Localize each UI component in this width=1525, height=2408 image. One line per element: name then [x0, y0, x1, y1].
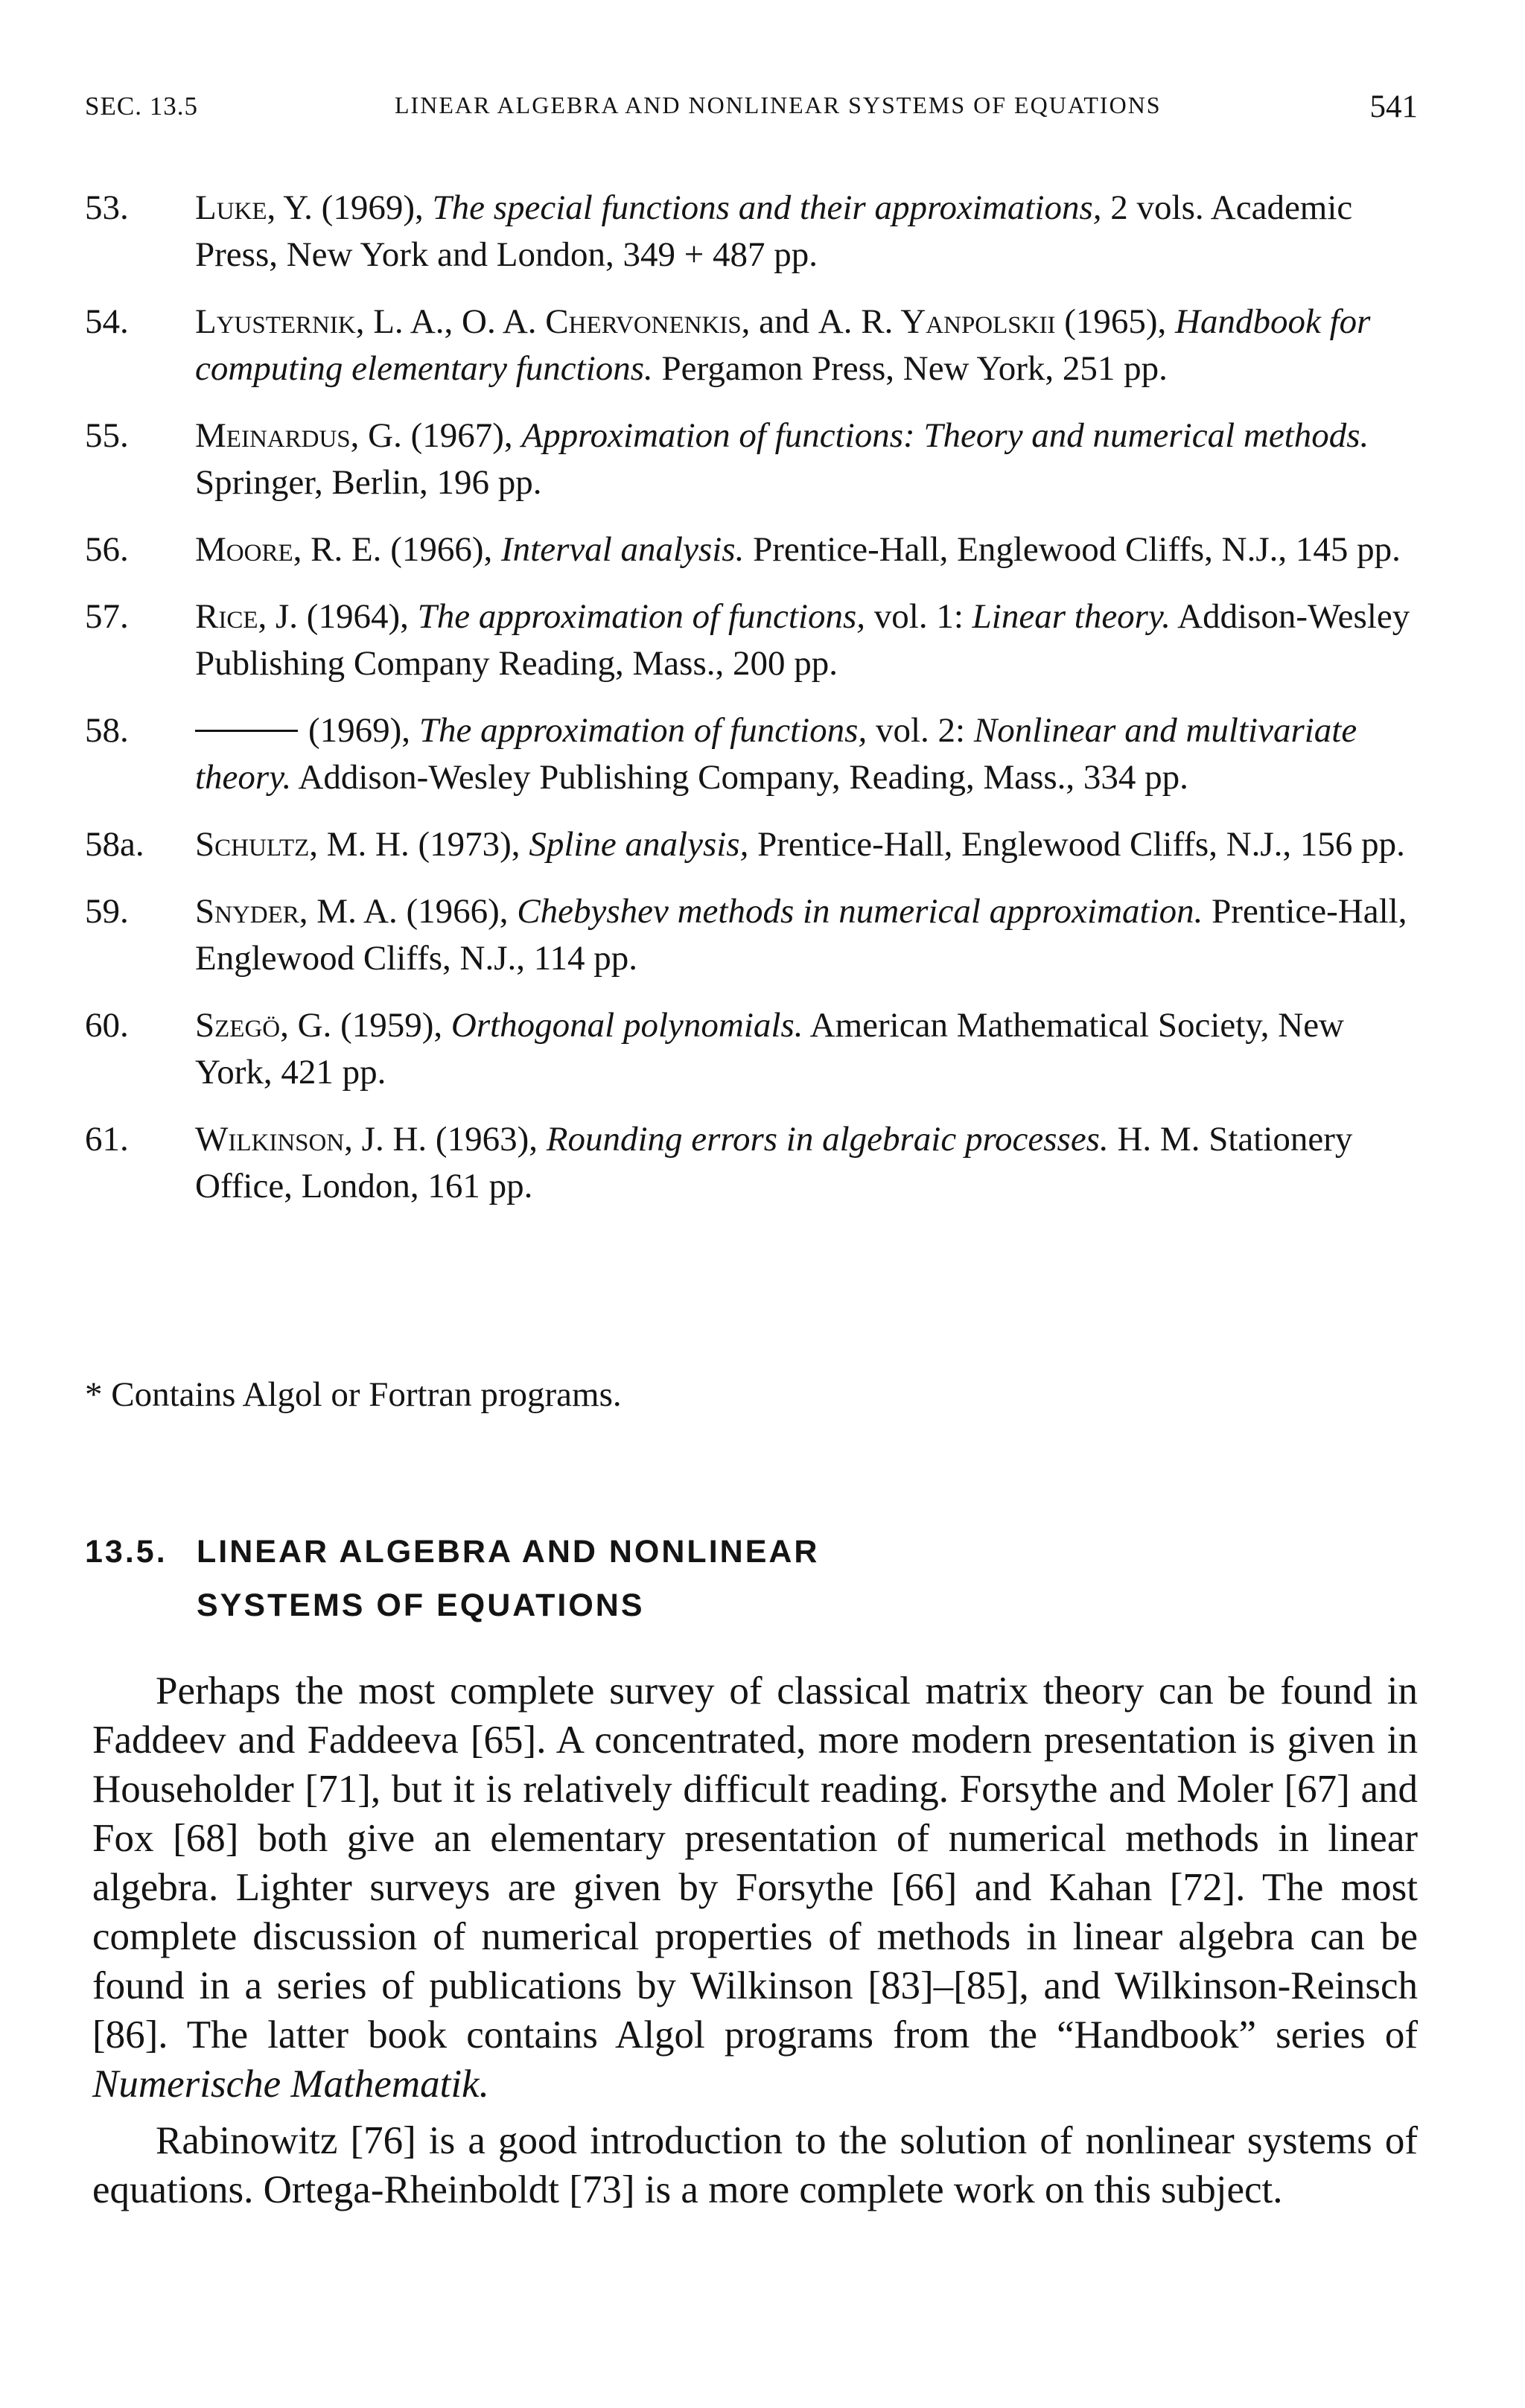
- reference-publisher: H. M. Stationery Office, London, 161 pp.: [195, 1120, 1353, 1205]
- reference-number: 58a.: [85, 825, 144, 864]
- section-title-line1: LINEAR ALGEBRA AND NONLINEAR: [197, 1534, 820, 1570]
- reference-item: 61. Wilkinson, J. H. (1963), Rounding errors in algebraic processes. H. M. Stationery Office, London, 161 pp.: [85, 1116, 1418, 1210]
- reference-title: Approximation of functions: Theory and numerical methods.: [521, 416, 1369, 455]
- reference-publisher: Prentice-Hall, Englewood Cliffs, N.J., 145 pp.: [744, 530, 1401, 569]
- reference-item: 58a. Schultz, M. H. (1973), Spline analysis, Prentice-Hall, Englewood Cliffs, N.J., 156 pp.: [85, 821, 1418, 868]
- reference-title: Chebyshev methods in numerical approximation.: [517, 892, 1203, 931]
- reference-number: 57.: [85, 597, 129, 636]
- paragraph: Rabinowitz [76] is a good introduction to the solution of nonlinear systems of equations. Ortega-Rheinboldt [73] is a more complete work on this subject.: [92, 2119, 1418, 2211]
- reference-title: Interval analysis.: [501, 530, 745, 569]
- footnote: * Contains Algol or Fortran programs.: [85, 1375, 622, 1414]
- reference-title: The approximation of functions,: [418, 711, 867, 750]
- section-title-line2: SYSTEMS OF EQUATIONS: [197, 1587, 645, 1623]
- reference-author: Szegö, G.: [195, 1006, 332, 1045]
- reference-list: [85, 185, 1418, 1230]
- reference-author: A. R. Yanpolskii: [818, 302, 1056, 341]
- reference-item: 56. Moore, R. E. (1966), Interval analysis. Prentice-Hall, Englewood Cliffs, N.J., 145 pp.: [85, 526, 1418, 573]
- reference-number: 56.: [85, 530, 129, 569]
- reference-item: 57. Rice, J. (1964), The approximation of functions, vol. 1: Linear theory. Addison-Wesley Publishing Company Reading, Mass., 200 pp.: [85, 593, 1418, 687]
- reference-title: The special functions and their approximations,: [432, 188, 1102, 227]
- reference-author: Meinardus, G.: [195, 416, 402, 455]
- reference-publisher: American Mathematical Society, New York, 421 pp.: [195, 1006, 1345, 1092]
- body-text: [92, 1666, 1418, 2214]
- reference-publisher: Springer, Berlin, 196 pp.: [195, 463, 542, 502]
- reference-item: 60. Szegö, G. (1959), Orthogonal polynomials. American Mathematical Society, New York, 421 pp.: [85, 1002, 1418, 1096]
- reference-number: 53.: [85, 188, 129, 227]
- reference-number: 61.: [85, 1120, 129, 1159]
- reference-publisher: Addison-Wesley Publishing Company, Reading, Mass., 334 pp.: [291, 758, 1188, 797]
- reference-publisher: Addison-Wesley Publishing Company Reading, Mass., 200 pp.: [195, 597, 1410, 683]
- ditto-dash: [195, 730, 298, 732]
- reference-number: 54.: [85, 302, 129, 341]
- reference-publisher: Pergamon Press, New York, 251 pp.: [652, 349, 1168, 388]
- reference-number: 60.: [85, 1006, 129, 1045]
- reference-publisher: 2 vols. Academic Press, New York and London, 349 + 487 pp.: [195, 188, 1353, 274]
- reference-number: 58.: [85, 711, 129, 750]
- running-head-section: SEC. 13.5: [85, 92, 198, 121]
- reference-subtitle: Nonlinear and multivariate theory.: [195, 711, 1357, 797]
- running-head: [85, 89, 1418, 136]
- reference-author: Lyusternik, L. A., O. A. Chervonenkis,: [195, 302, 751, 341]
- reference-author: Luke, Y.: [195, 188, 313, 227]
- reference-title: Rounding errors in algebraic processes.: [546, 1120, 1109, 1159]
- reference-subtitle: Linear theory.: [972, 597, 1171, 636]
- reference-item: 54. Lyusternik, L. A., O. A. Chervonenkis, and A. R. Yanpolskii (1965), Handbook for computing elementary functions. Pergamon Press, New York, 251 pp.: [85, 299, 1418, 392]
- journal-title: Numerische Mathematik.: [92, 2063, 489, 2106]
- reference-author: Snyder, M. A.: [195, 892, 398, 931]
- running-head-title: LINEAR ALGEBRA AND NONLINEAR SYSTEMS OF EQUATIONS: [395, 92, 1162, 118]
- reference-publisher: Prentice-Hall, Englewood Cliffs, N.J., 156 pp.: [748, 825, 1405, 864]
- reference-author: Wilkinson, J. H.: [195, 1120, 427, 1159]
- reference-title: Spline analysis,: [529, 825, 749, 864]
- reference-author: Rice, J.: [195, 597, 299, 636]
- reference-publisher: Prentice-Hall, Englewood Cliffs, N.J., 114 pp.: [195, 892, 1407, 978]
- reference-title: Handbook for computing elementary functions.: [195, 302, 1371, 388]
- reference-number: 55.: [85, 416, 129, 455]
- reference-author: Moore, R. E.: [195, 530, 382, 569]
- reference-item: 58. (1969), The approximation of functions, vol. 2: Nonlinear and multivariate theory. Addison-Wesley Publishing Company, Reading, Mass., 334 pp.: [85, 707, 1418, 801]
- reference-item: 55. Meinardus, G. (1967), Approximation of functions: Theory and numerical methods. Springer, Berlin, 196 pp.: [85, 413, 1418, 506]
- paragraph: Perhaps the most complete survey of classical matrix theory can be found in Faddeev and Faddeeva [65]. A concentrated, more modern presentation is given in Householder [71], but it is relatively difficult reading. Forsythe and Moler [67] and Fox [68] both give an elementary presentation of numerical methods in linear algebra. Lighter surveys are given by Forsythe [66] and Kahan [72]. The most complete discussion of numerical properties of methods in linear algebra can be found in a series of publications by Wilkinson [83]–[85], and Wilkinson-Reinsch [86]. The latter book contains Algol programs from the “Handbook” series of Numerische Mathematik.: [92, 1669, 1418, 2106]
- reference-title: The approximation of functions,: [417, 597, 866, 636]
- page-number: 541: [1369, 89, 1418, 124]
- reference-item: 59. Snyder, M. A. (1966), Chebyshev methods in numerical approximation. Prentice-Hall, Englewood Cliffs, N.J., 114 pp.: [85, 888, 1418, 982]
- reference-author: Schultz, M. H.: [195, 825, 410, 864]
- reference-item: 53. Luke, Y. (1969), The special functions and their approximations, 2 vols. Academic Press, New York and London, 349 + 487 pp.: [85, 185, 1418, 278]
- section-number: 13.5.: [85, 1534, 168, 1570]
- reference-title: Orthogonal polynomials.: [451, 1006, 803, 1045]
- reference-number: 59.: [85, 892, 129, 931]
